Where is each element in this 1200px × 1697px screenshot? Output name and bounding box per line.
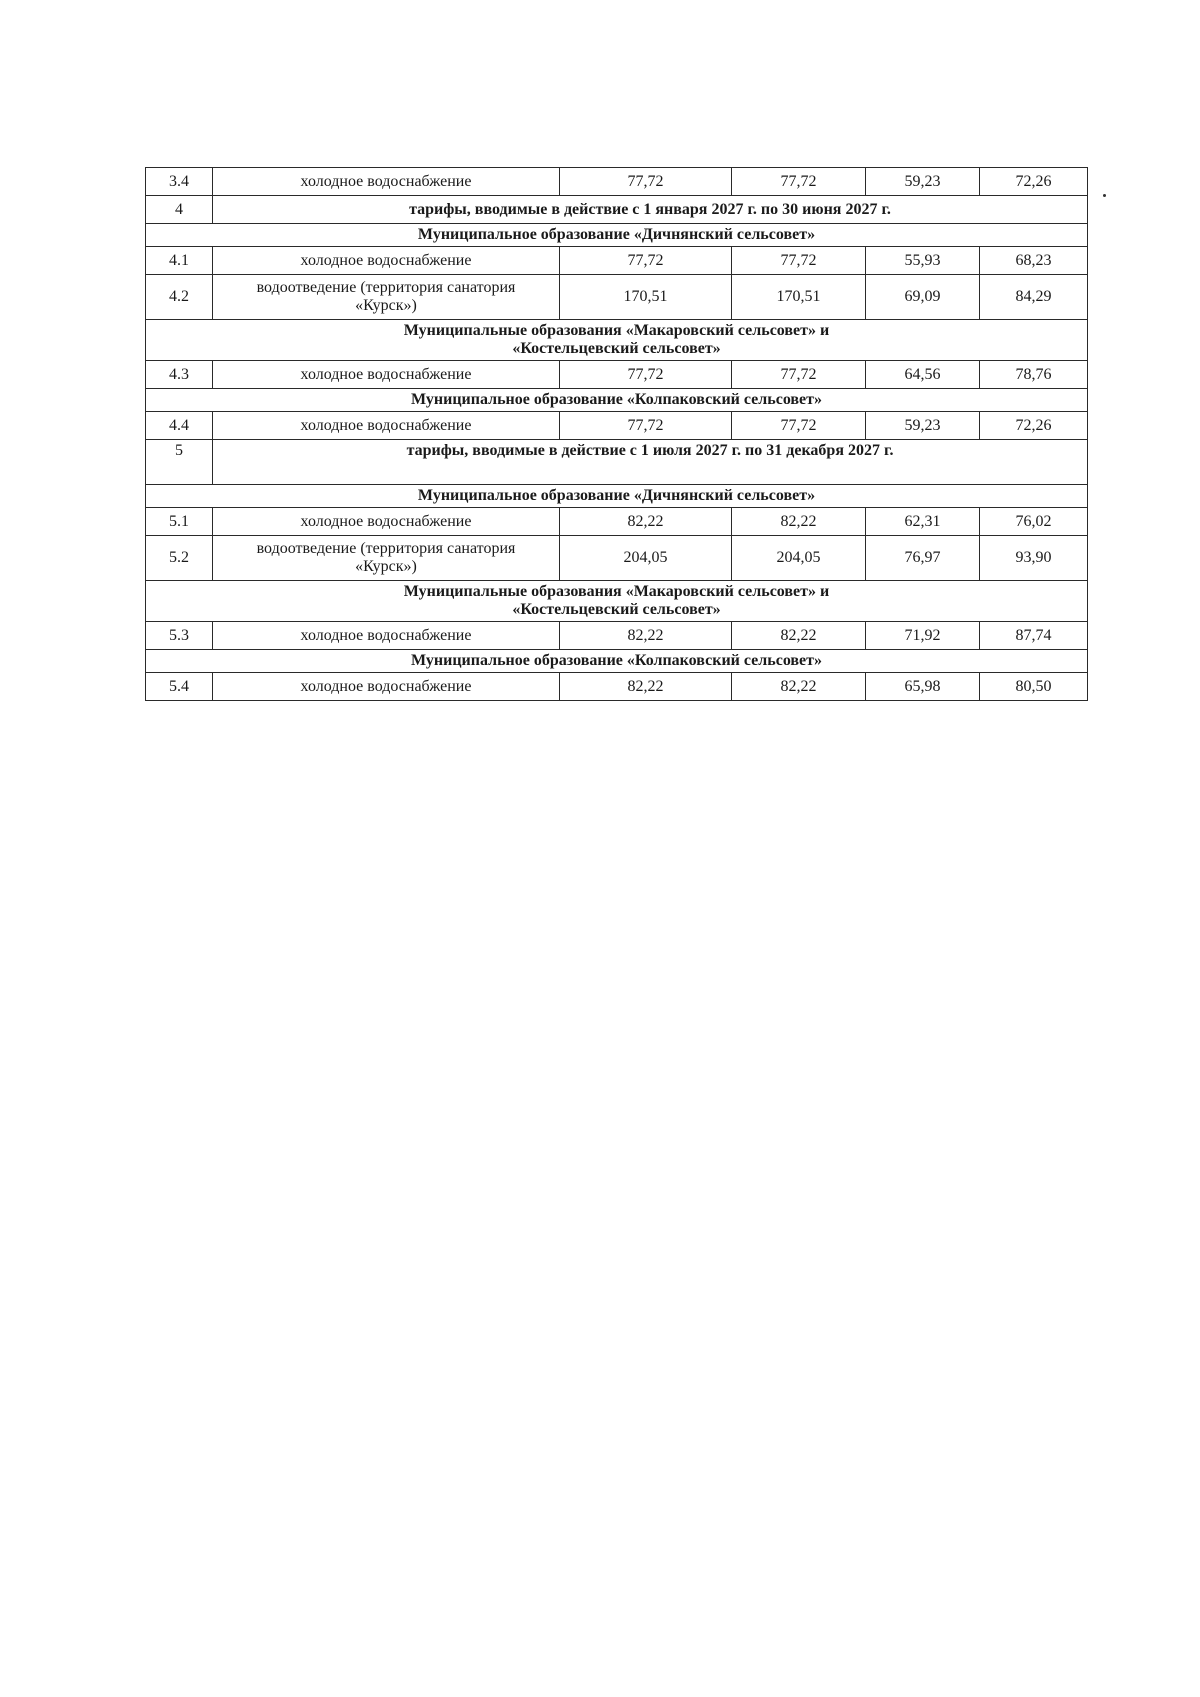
tariff-value: 82,22 (732, 673, 866, 701)
tariff-value: 77,72 (560, 361, 732, 389)
row-number: 5.3 (146, 622, 213, 650)
service-name (213, 275, 560, 320)
service-name-line: водоотведение (территория санатория (256, 279, 516, 296)
period-row (146, 440, 1088, 485)
tariff-value: 72,26 (980, 168, 1088, 196)
municipality-row (146, 389, 1088, 412)
table-row (146, 622, 1088, 650)
tariff-value: 77,72 (732, 168, 866, 196)
municipality-title (146, 320, 1088, 361)
row-number: 5 (146, 440, 213, 485)
table-row (146, 275, 1088, 320)
municipality-title: Муниципальное образование «Колпаковский сельсовет» (146, 389, 1088, 412)
tariff-value: 170,51 (732, 275, 866, 320)
municipality-title-line: «Костельцевский сельсовет» (512, 601, 721, 618)
tariff-value: 76,02 (980, 508, 1088, 536)
tariff-value: 80,50 (980, 673, 1088, 701)
tariff-value: 170,51 (560, 275, 732, 320)
row-number: 4.2 (146, 275, 213, 320)
table-row (146, 508, 1088, 536)
row-number: 5.1 (146, 508, 213, 536)
row-number: 3.4 (146, 168, 213, 196)
scan-speck (1103, 194, 1106, 197)
tariff-value: 72,26 (980, 412, 1088, 440)
municipality-title-line: Муниципальные образования «Макаровский сельсовет» и (403, 322, 830, 339)
service-name: холодное водоснабжение (213, 361, 560, 389)
table-row (146, 673, 1088, 701)
tariff-value: 82,22 (560, 673, 732, 701)
tariff-value: 77,72 (732, 247, 866, 275)
tariff-value: 62,31 (866, 508, 980, 536)
tariff-value: 76,97 (866, 536, 980, 581)
municipality-title: Муниципальное образование «Дичнянский сельсовет» (146, 485, 1088, 508)
row-number: 5.2 (146, 536, 213, 581)
service-name-line: «Курск») (355, 558, 417, 575)
tariff-value: 64,56 (866, 361, 980, 389)
tariff-value: 71,92 (866, 622, 980, 650)
tariff-value: 78,76 (980, 361, 1088, 389)
tariff-value: 77,72 (560, 247, 732, 275)
service-name: холодное водоснабжение (213, 673, 560, 701)
tariff-value: 77,72 (560, 412, 732, 440)
tariff-value: 93,90 (980, 536, 1088, 581)
row-number: 4.4 (146, 412, 213, 440)
row-number: 4.3 (146, 361, 213, 389)
service-name: холодное водоснабжение (213, 247, 560, 275)
period-row (146, 196, 1088, 224)
municipality-title: Муниципальное образование «Дичнянский сельсовет» (146, 224, 1088, 247)
municipality-row (146, 650, 1088, 673)
tariff-value: 204,05 (560, 536, 732, 581)
table-row (146, 412, 1088, 440)
row-number: 4 (146, 196, 213, 224)
tariff-value: 65,98 (866, 673, 980, 701)
period-title: тарифы, вводимые в действие с 1 июля 2027 г. по 31 декабря 2027 г. (213, 440, 1088, 485)
row-number: 4.1 (146, 247, 213, 275)
municipality-row (146, 581, 1088, 622)
tariff-value: 204,05 (732, 536, 866, 581)
tariff-value: 87,74 (980, 622, 1088, 650)
service-name: холодное водоснабжение (213, 622, 560, 650)
service-name: холодное водоснабжение (213, 412, 560, 440)
table-row (146, 247, 1088, 275)
tariff-value: 82,22 (732, 508, 866, 536)
service-name-line: водоотведение (территория санатория (256, 540, 516, 557)
tariff-value: 77,72 (732, 361, 866, 389)
service-name: холодное водоснабжение (213, 508, 560, 536)
service-name-line: «Курск») (355, 297, 417, 314)
tariff-value: 77,72 (560, 168, 732, 196)
municipality-title: Муниципальное образование «Колпаковский сельсовет» (146, 650, 1088, 673)
municipality-title-line: «Костельцевский сельсовет» (512, 340, 721, 357)
tariff-value: 77,72 (732, 412, 866, 440)
table-row (146, 168, 1088, 196)
municipality-title (146, 581, 1088, 622)
municipality-row (146, 224, 1088, 247)
tariff-value: 59,23 (866, 412, 980, 440)
tariff-value: 68,23 (980, 247, 1088, 275)
tariff-value: 55,93 (866, 247, 980, 275)
municipality-row (146, 320, 1088, 361)
tariff-value: 82,22 (732, 622, 866, 650)
tariff-value: 59,23 (866, 168, 980, 196)
service-name (213, 536, 560, 581)
table-row (146, 536, 1088, 581)
tariff-value: 82,22 (560, 508, 732, 536)
service-name: холодное водоснабжение (213, 168, 560, 196)
municipality-title-line: Муниципальные образования «Макаровский сельсовет» и (403, 583, 830, 600)
table-row (146, 361, 1088, 389)
municipality-row (146, 485, 1088, 508)
tariff-value: 84,29 (980, 275, 1088, 320)
period-title: тарифы, вводимые в действие с 1 января 2027 г. по 30 июня 2027 г. (213, 196, 1088, 224)
row-number: 5.4 (146, 673, 213, 701)
tariff-value: 69,09 (866, 275, 980, 320)
tariff-value: 82,22 (560, 622, 732, 650)
tariff-table (145, 167, 1088, 701)
